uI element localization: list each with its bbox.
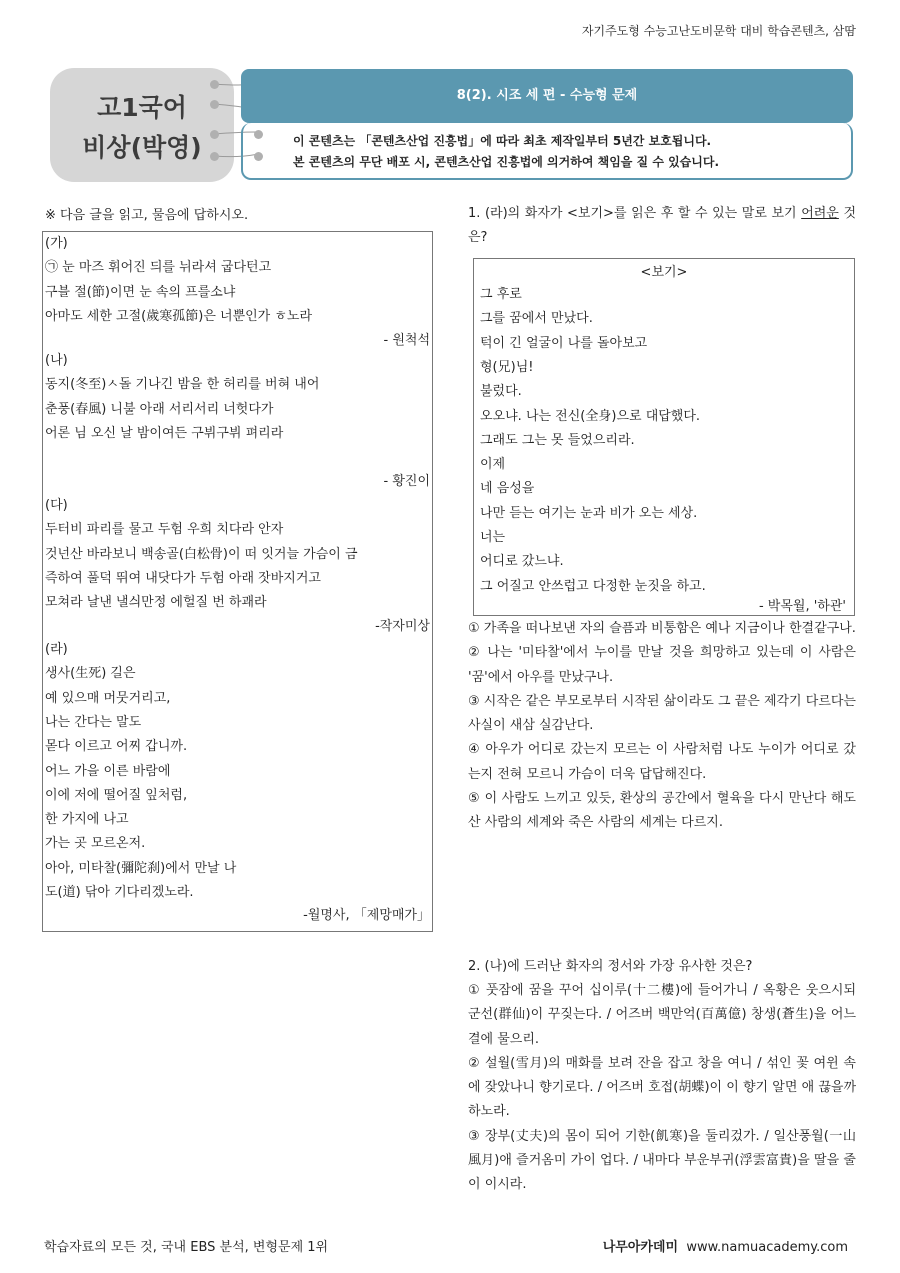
bogi-title: <보기> — [640, 265, 688, 280]
grade-badge — [50, 68, 234, 182]
answer-choice: ⑤ 이 사람도 느끼고 있듯, 환상의 공간에서 혈육을 다시 만난다 해도 산 사람의 세계와 죽은 사람의 세계는 다르지. — [468, 791, 856, 831]
page-title: 8(2). 시조 세 편 - 수능형 문제 — [241, 69, 853, 123]
copyright-notice — [241, 123, 853, 180]
bogi-line: 어디로 갔느냐. — [480, 554, 564, 570]
bogi-line: 그 어질고 안쓰럽고 다정한 눈짓을 하고. — [480, 578, 706, 594]
poem-line: 아마도 세한 고절(歲寒孤節)은 너뿐인가 ㅎ노라 — [45, 308, 313, 324]
poem-line: 어론 님 오신 날 밤이여든 구뷔구뷔 펴리라 — [45, 425, 284, 441]
poem-line: 예 있으매 머뭇거리고, — [45, 690, 171, 706]
footer-brand-name: 나무아카데미 — [602, 1240, 679, 1255]
bogi-line: 너는 — [480, 530, 506, 545]
bogi-line: 형(兄)님! — [480, 359, 534, 375]
section-label-da: (다) — [45, 498, 68, 513]
answer-choice: ① 풋잠에 꿈을 꾸어 십이루(十二樓)에 들어가니 / 옥황은 웃으시되 군선(群仙)이 꾸짖는다. / 어즈버 백만억(百萬億) 창생(蒼生)을 어느 결에 물으리. — [468, 983, 856, 1047]
notice-line1: 이 콘텐츠는 「콘텐츠산업 진흥법」에 따라 최초 제작일부터 5년간 보호됩니다. — [293, 134, 712, 148]
bogi-line: 네 음성을 — [480, 481, 535, 497]
bogi-line: 불렀다. — [480, 384, 522, 400]
question2-choices — [468, 979, 856, 1198]
answer-choice: ① 가족을 떠나보낸 자의 슬픔과 비통함은 예나 지금이나 한결같구나. — [468, 621, 856, 636]
connector-dot — [210, 130, 219, 139]
poem-line: 한 가지에 나고 — [45, 812, 129, 828]
bogi-author: - 박목월, '하관' — [758, 599, 846, 614]
poem-line: 즉하여 풀덕 뛰여 내닷다가 두험 아래 잣바지거고 — [45, 570, 321, 586]
poem-line: 모쳐라 날낸 낼싀만정 에헐질 번 하괘라 — [45, 595, 267, 611]
poem-line: 도(道) 닦아 기다리겠노라. — [45, 885, 194, 900]
poem-line: 이에 저에 떨어질 잎처럼, — [45, 787, 188, 803]
connector-dot — [210, 100, 219, 109]
poem-line: 구블 절(節)이면 눈 속의 프를소냐 — [45, 284, 236, 300]
answer-choice: ② 설월(雪月)의 매화를 보려 잔을 잡고 창을 여니 / 섞인 꽃 여윈 속에 잦았나니 향기로다. / 어즈버 호접(胡蝶)이 이 향기 알면 애 끊을까 하노라. — [468, 1055, 856, 1120]
section-label-ga: (가) — [45, 236, 68, 251]
poem-line: ㉠ 눈 마즈 휘어진 듸를 뉘라셔 굽다턴고 — [45, 260, 272, 276]
poem-author: - 원척석 — [383, 333, 430, 349]
connector-dot — [210, 152, 219, 161]
bogi-line: 이제 — [480, 457, 506, 473]
connector-dot — [210, 80, 219, 89]
top-caption: 자기주도형 수능고난도비문학 대비 학습콘텐츠, 삼땀 — [581, 24, 856, 38]
bogi-line: 오오냐. 나는 전신(全身)으로 대답했다. — [480, 408, 701, 424]
poem-line: 생사(生死) 길은 — [45, 666, 136, 682]
answer-choice: ③ 장부(丈夫)의 몸이 되어 기한(飢寒)을 둘리겄가. / 일산풍월(一山風月)애 즐거옴미 가이 업다. / 내마다 부운부귀(浮雲富貴)을 딸을 줄이 이시라. — [468, 1128, 856, 1193]
section-label-na: (나) — [45, 353, 68, 368]
poem-author: - 황진이 — [383, 474, 430, 489]
notice-line2: 본 콘텐츠의 무단 배포 시, 콘텐츠산업 진흥법에 의거하여 책임을 질 수 있습니다. — [293, 155, 720, 169]
question1-stem: 1. (라)의 화자가 <보기>를 읽은 후 할 수 있는 말로 보기 어려운 것은? — [468, 206, 857, 245]
bogi-line: 그래도 그는 못 들었으리라. — [480, 432, 635, 448]
poem-author: -작자미상 — [375, 619, 430, 634]
answer-choice: ④ 아우가 어디로 갔는지 모르는 이 사람처럼 나도 누이가 어디로 갔는지 전혀 모르니 가슴이 더욱 답답해진다. — [468, 742, 856, 782]
question1-choices — [468, 617, 856, 836]
question2-stem: 2. (나)에 드러난 화자의 정서와 가장 유사한 것은? — [468, 959, 753, 974]
poem-line: 가는 곳 모르온저. — [45, 836, 146, 852]
poem-line: 나는 간다는 말도 — [45, 714, 142, 730]
bogi-line: 그 후로 — [480, 287, 522, 302]
section-label-ra: (라) — [45, 642, 68, 657]
footer-url[interactable]: www.namuacademy.com — [686, 1240, 848, 1255]
poem-line: 어느 가을 이른 바람에 — [45, 763, 171, 779]
poem-line: 두터비 파리를 물고 두험 우희 치다라 안자 — [45, 522, 284, 538]
bogi-line: 턱이 긴 얼굴이 나를 돌아보고 — [480, 335, 648, 351]
instruction: ※ 다음 글을 읽고, 물음에 답하시오. — [45, 208, 249, 223]
bogi-box — [473, 258, 855, 616]
poem-line: 몯다 이르고 어찌 갑니까. — [45, 739, 188, 755]
footer-brand — [603, 1236, 848, 1255]
poem-line: 동지(冬至)ㅅ돌 기나긴 밤을 한 허리를 버혀 내어 — [45, 377, 320, 393]
poem-line: 아아, 미타찰(彌陀刹)에서 만날 나 — [45, 860, 237, 876]
passage-box — [42, 231, 433, 932]
bogi-line: 나만 듣는 여기는 눈과 비가 오는 세상. — [480, 505, 698, 521]
poem-line: 것넌산 바라보니 백송골(白松骨)이 떠 잇거늘 가슴이 금 — [45, 546, 358, 562]
footer-tagline: 학습자료의 모든 것, 국내 EBS 분석, 변형문제 1위 — [44, 1240, 329, 1255]
grade-line1: 고1국어 — [97, 93, 187, 122]
poem-author: -월명사, 「제망매가」 — [303, 908, 430, 923]
answer-choice: ③ 시작은 같은 부모로부터 시작된 삶이라도 그 끝은 제각기 다르다는 사실이 새삼 실감난다. — [468, 693, 856, 734]
bogi-line: 그를 꿈에서 만났다. — [480, 311, 593, 327]
answer-choice: ② 나는 '미타찰'에서 누이를 만날 것을 희망하고 있는데 이 사람은 '꿈'에서 아우를 만났구나. — [468, 645, 856, 685]
poem-line: 춘풍(春風) 니불 아래 서리서리 너헛다가 — [45, 401, 274, 417]
grade-line2: 비상(박영) — [82, 133, 202, 162]
